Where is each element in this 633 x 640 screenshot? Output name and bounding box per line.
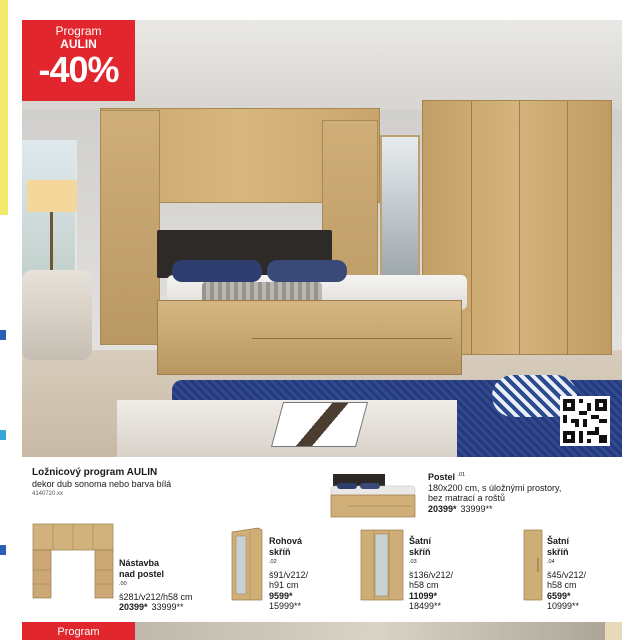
next-section-badge: Program (22, 622, 135, 640)
wardrobe-45-name: Šatní (547, 536, 570, 546)
product-title: Ložnicový program AULIN (32, 467, 158, 478)
qr-code-icon (563, 399, 607, 443)
wardrobe-136-old-price: 18499** (409, 601, 442, 611)
wardrobe-136-number: .03 (409, 559, 417, 565)
previous-page-marker (0, 430, 6, 440)
overbed-thumbnail (31, 520, 115, 600)
product-code: 4140720.xx (32, 491, 64, 497)
bed-name: Postel (428, 472, 456, 482)
photo-wardrobe-door-line (567, 101, 568, 354)
wardrobe-136-name: Šatní (409, 536, 432, 546)
bed-item (428, 470, 628, 514)
bed-number: .01 (457, 472, 466, 478)
wardrobe-45-old-price: 10999** (547, 601, 580, 611)
photo-armchair (22, 270, 92, 360)
photo-pillow (267, 260, 347, 282)
promo-name: AULIN (60, 37, 97, 51)
promo-discount: -40% (38, 49, 119, 90)
product-info (32, 467, 332, 499)
bed-note: bez matrací a roštů (428, 493, 506, 503)
corner-wardrobe-depth: h91 cm (269, 580, 299, 590)
overbed-name: Nástavba (119, 558, 160, 568)
photo-left-column (100, 110, 160, 345)
corner-wardrobe-item (269, 536, 349, 612)
overbed-item (119, 558, 229, 613)
overbed-name-2: nad postel (119, 568, 165, 579)
previous-page-marker (0, 330, 6, 340)
corner-wardrobe-thumbnail (228, 526, 266, 602)
corner-wardrobe-old-price: 15999** (269, 601, 302, 611)
corner-wardrobe-number: .02 (269, 559, 277, 565)
qr-code[interactable] (560, 396, 610, 446)
previous-page-marker (0, 545, 6, 555)
wardrobe-45-number: .04 (547, 559, 555, 565)
product-description: dekor dub sonoma nebo barva bílá (32, 479, 172, 489)
wardrobe-45-dims: š45/v212/ (547, 569, 587, 580)
wardrobe-136-sale-price: 11099* (409, 590, 438, 601)
overbed-sale-price: 20399* (119, 602, 148, 612)
next-section-photo-window (605, 622, 622, 640)
bed-dims: 180x200 cm, s úložnými prostory, (428, 482, 562, 493)
photo-pillow (172, 260, 262, 282)
photo-wardrobe-door-line (471, 101, 472, 354)
wardrobe-136-item (409, 536, 489, 612)
photo-magazine (271, 402, 368, 447)
photo-lamp-stand (50, 212, 53, 272)
previous-page-fragment (0, 0, 8, 215)
photo-lamp (27, 180, 77, 212)
photo-mirror-door (380, 135, 420, 285)
bed-old-price: 33999** (460, 503, 493, 514)
wardrobe-136-name-2: skříň (409, 546, 431, 557)
promo-title: Program (55, 24, 102, 38)
wardrobe-136-dims: š136/v212/ (409, 569, 454, 580)
wardrobe-45-item (547, 536, 627, 612)
wardrobe-45-name-2: skříň (547, 546, 569, 557)
bed-sale-price: 20399* (428, 503, 457, 514)
promo-badge (22, 20, 135, 101)
overbed-number: .00 (119, 581, 127, 587)
corner-wardrobe-sale-price: 9599* (269, 590, 293, 601)
bed-thumbnail (327, 466, 420, 526)
next-section-photo (135, 622, 622, 640)
photo-wardrobe-door-line (519, 101, 520, 354)
wardrobe-45-depth: h58 cm (547, 580, 577, 590)
wardrobe-45-sale-price: 6599* (547, 590, 571, 601)
overbed-dims: š281/v212/h58 cm (119, 591, 193, 602)
corner-wardrobe-name-2: skříň (269, 546, 291, 557)
wardrobe-136-depth: h58 cm (409, 580, 439, 590)
wardrobe-45-thumbnail (522, 528, 544, 602)
previous-page-strip (0, 0, 22, 640)
corner-wardrobe-dims: š91/v212/ (269, 569, 309, 580)
overbed-old-price: 33999** (151, 602, 184, 612)
corner-wardrobe-name: Rohová (269, 536, 303, 546)
wardrobe-136-thumbnail (359, 528, 405, 602)
photo-drawer-line (252, 338, 452, 339)
